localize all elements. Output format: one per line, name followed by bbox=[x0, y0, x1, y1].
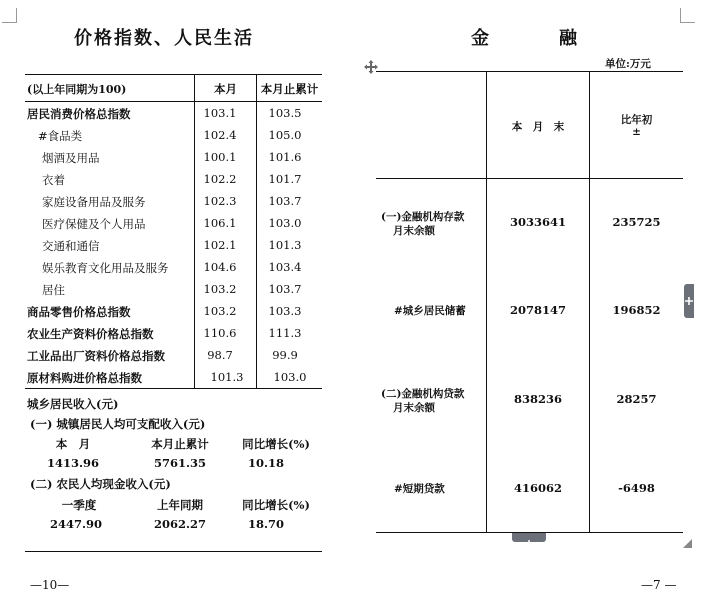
add-row-handle[interactable] bbox=[512, 533, 546, 542]
table-row-label: #食品类 bbox=[38, 129, 83, 143]
table-row-value-cumulative: 111.3 bbox=[268, 326, 302, 340]
table-row-label: 衣着 bbox=[42, 173, 65, 187]
table-row-label: 原材料购进价格总指数 bbox=[27, 371, 142, 385]
table-header-col1: 本月 bbox=[214, 82, 237, 96]
resize-handle-icon[interactable] bbox=[683, 533, 692, 542]
table-row-value-month: 102.2 bbox=[203, 172, 237, 186]
table-row-value-month: 110.6 bbox=[203, 326, 237, 340]
income-heading: 城乡居民收入(元) bbox=[27, 397, 119, 411]
urban-income-heading: (一) 城镇居民人均可支配收入(元) bbox=[30, 417, 206, 431]
table-row-label: 农业生产资料价格总指数 bbox=[27, 327, 154, 341]
table-col-divider-2 bbox=[256, 74, 257, 388]
table-row-value-cumulative: 103.4 bbox=[268, 260, 302, 274]
rural-col-quarter: 一季度 bbox=[61, 498, 97, 512]
table-row-value-cumulative: 101.7 bbox=[268, 172, 302, 186]
finance-row-value-month-end: 2078147 bbox=[509, 303, 566, 317]
table-row-label: 居民消费价格总指数 bbox=[27, 107, 131, 121]
table-header-label: (以上年同期为100) bbox=[27, 83, 127, 96]
table-row-label: 工业品出厂资料价格总指数 bbox=[27, 349, 165, 363]
finance-header-col2-line1: 比年初 bbox=[620, 114, 653, 126]
table-row-value-cumulative: 101.3 bbox=[268, 238, 302, 252]
right-page-number: —7 — bbox=[641, 578, 677, 592]
left-page-number: —10— bbox=[30, 578, 70, 592]
table-row-value-cumulative: 103.7 bbox=[268, 282, 302, 296]
finance-row-value-change: -6498 bbox=[618, 481, 655, 495]
finance-row-value-month-end: 3033641 bbox=[509, 215, 566, 229]
finance-header-rule bbox=[376, 178, 683, 179]
corner-mark-top-left bbox=[2, 8, 17, 23]
table-row-value-cumulative: 101.6 bbox=[268, 150, 302, 164]
rural-value-quarter: 2447.90 bbox=[49, 517, 102, 531]
table-row-value-cumulative: 105.0 bbox=[268, 128, 302, 142]
rural-income-heading: (二) 农民人均现金收入(元) bbox=[30, 477, 171, 491]
corner-mark-top-right bbox=[680, 8, 695, 23]
table-row-value-month: 103.2 bbox=[203, 304, 237, 318]
table-row-value-month: 104.6 bbox=[203, 260, 237, 274]
finance-row-label: #城乡居民储蓄 bbox=[394, 305, 466, 317]
table-row-value-cumulative: 103.0 bbox=[268, 216, 302, 230]
urban-value-month: 1413.96 bbox=[46, 456, 99, 470]
finance-row-value-month-end: 416062 bbox=[513, 481, 562, 495]
finance-top-rule bbox=[376, 71, 683, 72]
finance-row-sublabel: 月末余额 bbox=[393, 225, 435, 237]
finance-header-col1: 本 月 末 bbox=[511, 121, 565, 133]
table-header-col2: 本月止累计 bbox=[260, 82, 319, 96]
right-page-title: 金 融 bbox=[471, 28, 581, 49]
income-bottom-rule bbox=[25, 551, 322, 552]
urban-value-cumulative: 5761.35 bbox=[153, 456, 206, 470]
table-row-value-cumulative: 103.0 bbox=[273, 370, 307, 384]
urban-col-cumulative: 本月止累计 bbox=[151, 437, 209, 451]
rural-value-last-year: 2062.27 bbox=[153, 517, 206, 531]
finance-row-label: #短期贷款 bbox=[394, 483, 445, 495]
finance-row-label: (一)金融机构存款 bbox=[381, 211, 465, 223]
urban-col-month: 本 月 bbox=[55, 437, 91, 451]
table-row-label: 家庭设备用品及服务 bbox=[42, 195, 146, 209]
table-row-value-month: 103.1 bbox=[203, 106, 237, 120]
table-row-label: 医疗保健及个人用品 bbox=[42, 217, 146, 231]
table-row-value-month: 106.1 bbox=[203, 216, 237, 230]
urban-col-growth: 同比增长(%) bbox=[242, 437, 310, 451]
finance-row-value-change: 28257 bbox=[616, 392, 657, 406]
table-row-value-cumulative: 103.3 bbox=[268, 304, 302, 318]
table-row-label: 商品零售价格总指数 bbox=[27, 305, 131, 319]
table-row-value-month: 102.3 bbox=[203, 194, 237, 208]
table-row-label: 交通和通信 bbox=[42, 239, 100, 253]
finance-row-value-change: 235725 bbox=[612, 215, 661, 229]
left-page-title: 价格指数、人民生活 bbox=[74, 28, 254, 49]
table-row-value-month: 101.3 bbox=[210, 370, 244, 384]
urban-value-growth: 10.18 bbox=[247, 456, 284, 470]
unit-label: 单位:万元 bbox=[605, 58, 651, 70]
table-row-value-cumulative: 99.9 bbox=[272, 348, 298, 362]
table-row-value-month: 100.1 bbox=[203, 150, 237, 164]
table-col-divider-1 bbox=[194, 74, 195, 388]
finance-col-divider-1 bbox=[486, 71, 487, 532]
table-row-value-month: 102.1 bbox=[203, 238, 237, 252]
rural-value-growth: 18.70 bbox=[247, 517, 284, 531]
finance-row-value-change: 196852 bbox=[612, 303, 661, 317]
table-row-value-cumulative: 103.7 bbox=[268, 194, 302, 208]
table-top-rule bbox=[25, 74, 322, 75]
finance-row-sublabel: 月末余额 bbox=[393, 402, 435, 414]
table-header-rule bbox=[25, 101, 322, 102]
finance-header-col2-line2: ± bbox=[632, 126, 641, 138]
table-row-label: 烟酒及用品 bbox=[42, 151, 100, 165]
add-column-handle[interactable] bbox=[684, 284, 694, 318]
finance-row-value-month-end: 838236 bbox=[513, 392, 562, 406]
table-row-label: 娱乐教育文化用品及服务 bbox=[42, 261, 169, 275]
table-bottom-rule bbox=[25, 388, 322, 389]
table-row-value-month: 98.7 bbox=[207, 348, 233, 362]
table-row-value-month: 102.4 bbox=[203, 128, 237, 142]
table-row-value-cumulative: 103.5 bbox=[268, 106, 302, 120]
rural-col-growth: 同比增长(%) bbox=[242, 498, 310, 512]
rural-col-last-year: 上年同期 bbox=[157, 498, 203, 512]
finance-col-divider-2 bbox=[589, 71, 590, 532]
table-row-label: 居住 bbox=[42, 283, 65, 297]
table-row-value-month: 103.2 bbox=[203, 282, 237, 296]
finance-row-label: (二)金融机构贷款 bbox=[381, 388, 465, 400]
